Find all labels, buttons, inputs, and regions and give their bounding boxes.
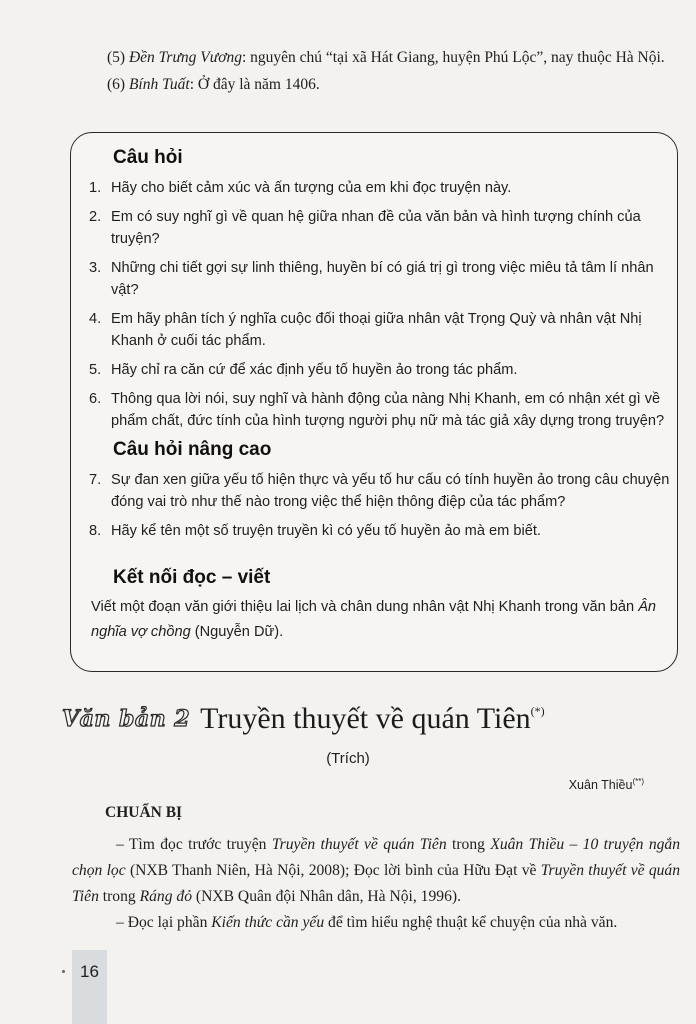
question-item: 1. Hãy cho biết cảm xúc và ấn tượng của em khi đọc truyện này. (89, 180, 512, 196)
connect-paragraph: Viết một đoạn văn giới thiệu lai lịch và chân dung nhân vật Nhị Khanh trong văn bản Ân nghĩa vợ chồng (Nguyễn Dữ). (91, 599, 657, 640)
prep-paragraph: – Tìm đọc trước truyện Truyền thuyết về quán Tiên trong Xuân Thiều – 10 truyện ngắn chọn lọc (NXB Thanh Niên, Hà Nội, 2008); Đọc lời bình của Hữu Đạt về Truyền thuyết về quán Tiên trong Ráng đỏ (NXB Quân đội Nhân dân, Hà Nội, 1996). (72, 836, 681, 905)
question-item: 3. Những chi tiết gợi sự linh thiêng, huyền bí có giá trị gì trong việc miêu tả tâm lí nhân vật? (89, 260, 654, 298)
prep-heading: CHUẨN BỊ (105, 804, 183, 821)
question-item: 7. Sự đan xen giữa yếu tố hiện thực và yếu tố hư cấu có tính huyền ảo trong câu chuyện đóng vai trò như thế nào trong việc thể hiện thông điệp của tác phẩm? (89, 472, 670, 510)
footnote-5: (5) Đền Trưng Vương: nguyên chú “tại xã Hát Giang, huyện Phú Lộc”, nay thuộc Hà Nội. (107, 49, 665, 66)
page-number: 16 (80, 962, 99, 981)
work-title: Ân nghĩa vợ chồng (91, 599, 657, 640)
footnote-term: Bính Tuất (128, 76, 190, 93)
author: Xuân Thiều(**) (568, 777, 644, 793)
text-title: Truyền thuyết về quán Tiên(*) (200, 702, 545, 735)
footnote-term: Đền Trưng Vương (128, 49, 242, 66)
question-list (89, 177, 674, 439)
questions-box (70, 132, 678, 672)
author-footnote-mark: (**) (632, 777, 644, 786)
advanced-question-list (89, 469, 674, 549)
text-label: Văn bản 2 (62, 706, 191, 732)
question-item: 6. Thông qua lời nói, suy nghĩ và hành động của nàng Nhị Khanh, em có nhận xét gì về phẩm chất, đức tính của hình tượng người phụ nữ mà tác giả xây dựng trong truyện? (89, 391, 665, 429)
question-item: 2. Em có suy nghĩ gì về quan hệ giữa nhan đề của văn bản và hình tượng chính của truyện? (89, 209, 641, 247)
page-dot (62, 970, 65, 973)
prep-paragraph: – Đọc lại phần Kiến thức cần yếu để tìm hiểu nghệ thuật kể chuyện của nhà văn. (116, 914, 618, 931)
question-item: 4. Em hãy phân tích ý nghĩa cuộc đối thoại giữa nhân vật Trọng Quỳ và nhân vật Nhị Khanh ở cuối tác phẩm. (89, 311, 642, 349)
text-heading (62, 702, 545, 736)
question-item: 8. Hãy kể tên một số truyện truyền kì có yếu tố huyền ảo mà em biết. (89, 523, 541, 539)
section-title-connect: Kết nối đọc – viết (113, 567, 271, 588)
title-footnote-mark: (*) (530, 704, 545, 718)
footnote-6: (6) Bính Tuất: Ở đây là năm 1406. (107, 76, 320, 93)
question-item: 5. Hãy chỉ ra căn cứ để xác định yếu tố huyền ảo trong tác phẩm. (89, 362, 518, 378)
section-title-questions: Câu hỏi (113, 147, 183, 168)
excerpt-note: (Trích) (326, 750, 370, 767)
section-title-advanced: Câu hỏi nâng cao (113, 439, 272, 460)
footnotes (107, 44, 677, 98)
